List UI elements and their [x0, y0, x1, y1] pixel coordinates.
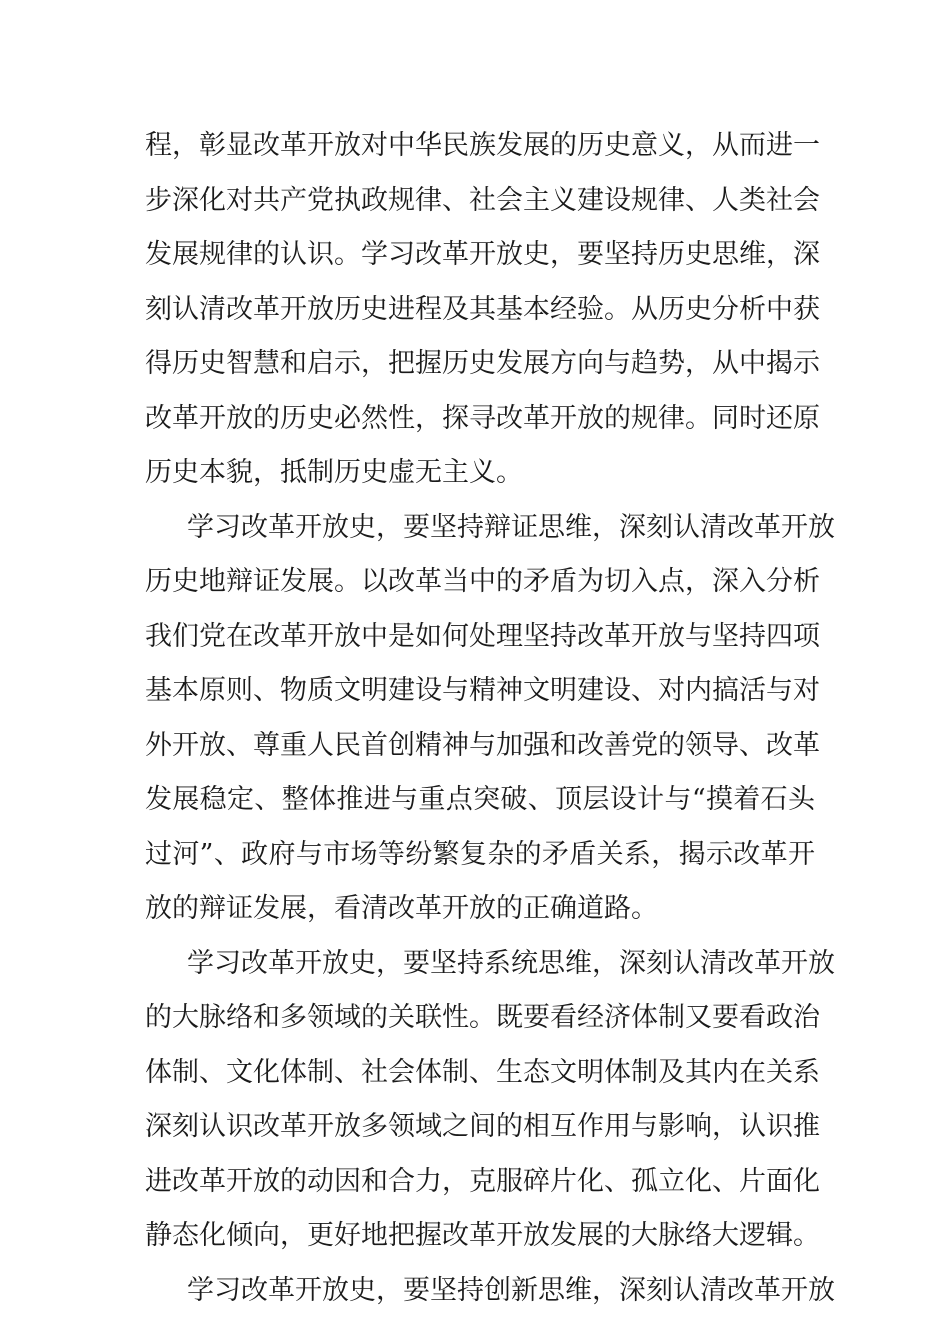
text-line: 发展规律的认识。学习改革开放史，要坚持历史思维，深 — [145, 239, 820, 270]
text-line: 改革开放的历史必然性，探寻改革开放的规律。同时还原 — [145, 403, 820, 434]
text-line: 学习改革开放史，要坚持辩证思维，深刻认清改革开放 — [187, 512, 835, 543]
text-line: 静态化倾向，更好地把握改革开放发展的大脉络大逻辑。 — [145, 1220, 820, 1251]
text-line: 基本原则、物质文明建设与精神文明建设、对内搞活与对 — [145, 675, 820, 706]
text-line: 学习改革开放史，要坚持系统思维，深刻认清改革开放 — [187, 948, 835, 979]
text-line: 深刻认识改革开放多领域之间的相互作用与影响，认识推 — [145, 1111, 820, 1142]
text-line: 的大脉络和多领域的关联性。既要看经济体制又要看政治 — [145, 1002, 820, 1033]
text-line: 步深化对共产党执政规律、社会主义建设规律、人类社会 — [145, 185, 820, 216]
text-line: 过河”、政府与市场等纷繁复杂的矛盾关系，揭示改革开 — [145, 839, 815, 870]
text-line: 刻认清改革开放历史进程及其基本经验。从历史分析中获 — [145, 294, 820, 325]
text-line: 放的辩证发展，看清改革开放的正确道路。 — [145, 893, 658, 924]
text-line: 外开放、尊重人民首创精神与加强和改善党的领导、改革 — [145, 730, 820, 761]
text-line: 程，彰显改革开放对中华民族发展的历史意义，从而进一 — [145, 130, 820, 161]
text-line: 学习改革开放史，要坚持创新思维，深刻认清改革开放 — [187, 1275, 835, 1306]
text-line: 历史本貌，抵制历史虚无主义。 — [145, 457, 523, 488]
text-line: 发展稳定、整体推进与重点突破、顶层设计与“摸着石头 — [145, 784, 815, 815]
text-line: 历史地辩证发展。以改革当中的矛盾为切入点，深入分析 — [145, 566, 820, 597]
text-line: 得历史智慧和启示，把握历史发展方向与趋势，从中揭示 — [145, 348, 820, 379]
text-line: 进改革开放的动因和合力，克服碎片化、孤立化、片面化 — [145, 1166, 820, 1197]
text-line: 我们党在改革开放中是如何处理坚持改革开放与坚持四项 — [145, 621, 820, 652]
text-line: 体制、文化体制、社会体制、生态文明体制及其内在关系 — [145, 1057, 820, 1088]
